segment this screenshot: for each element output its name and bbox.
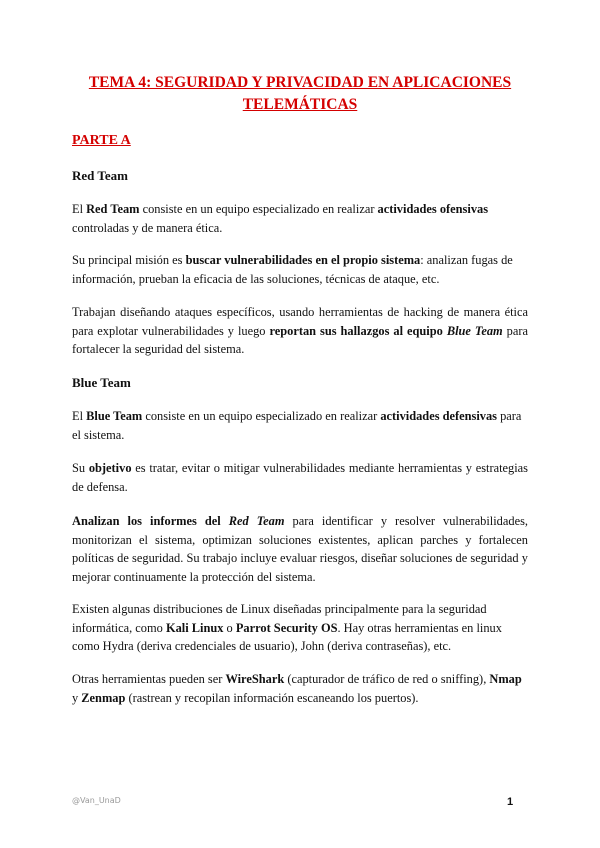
blue-team-heading: Blue Team [72, 375, 131, 390]
red-team-paragraph-2: Su principal misión es buscar vulnerabilidades en el propio sistema: analizan fugas de información, prueban la eficacia de las soluciones, técnicas de ataque, etc. [72, 253, 513, 286]
red-team-paragraph-1: El Red Team consiste en un equipo especializado en realizar actividades ofensivas controladas y de manera ética. [72, 202, 489, 235]
document-title: TEMA 4: SEGURIDAD Y PRIVACIDAD EN APLICACIONES TELEMÁTICAS [88, 74, 512, 113]
red-team-paragraph-3: Trabajan diseñando ataques específicos, usando herramientas de hacking de manera ética para explotar vulnerabilidades y luego reportan sus hallazgos al equipo Blue Team para fortalecer la seguridad del sistema. [72, 305, 528, 356]
blue-team-paragraph-4: Existen algunas distribuciones de Linux diseñadas principalmente para la seguridad informática, como Kali Linux o Parrot Security OS. Hay otras herramientas en linux como Hydra (deriva credenciales de usuario), John (deriva contraseñas), etc. [72, 602, 502, 653]
blue-team-paragraph-2: Su objetivo es tratar, evitar o mitigar vulnerabilidades mediante herramientas y estrategias de defensa. [72, 461, 529, 494]
page-number: 1 [507, 796, 514, 808]
footer-watermark: @Van_UnaD [72, 796, 121, 805]
blue-team-paragraph-5: Otras herramientas pueden ser WireShark (capturador de tráfico de red o sniffing), Nmap y Zenmap (rastrean y recopilan información escaneando los puertos). [72, 672, 522, 705]
section-heading: PARTE A [72, 133, 131, 148]
red-team-heading: Red Team [72, 168, 128, 183]
blue-team-paragraph-1: El Blue Team consiste en un equipo especializado en realizar actividades defensivas para el sistema. [72, 409, 522, 442]
blue-team-paragraph-3: Analizan los informes del Red Team para identificar y resolver vulnerabilidades, monitorizan el sistema, optimizan soluciones existentes, aplican parches y fortalecen políticas de seguridad. Su trabajo incluye evaluar riesgos, diseñar soluciones de seguridad y mejorar continuamente la protección del sistema. [72, 514, 528, 584]
